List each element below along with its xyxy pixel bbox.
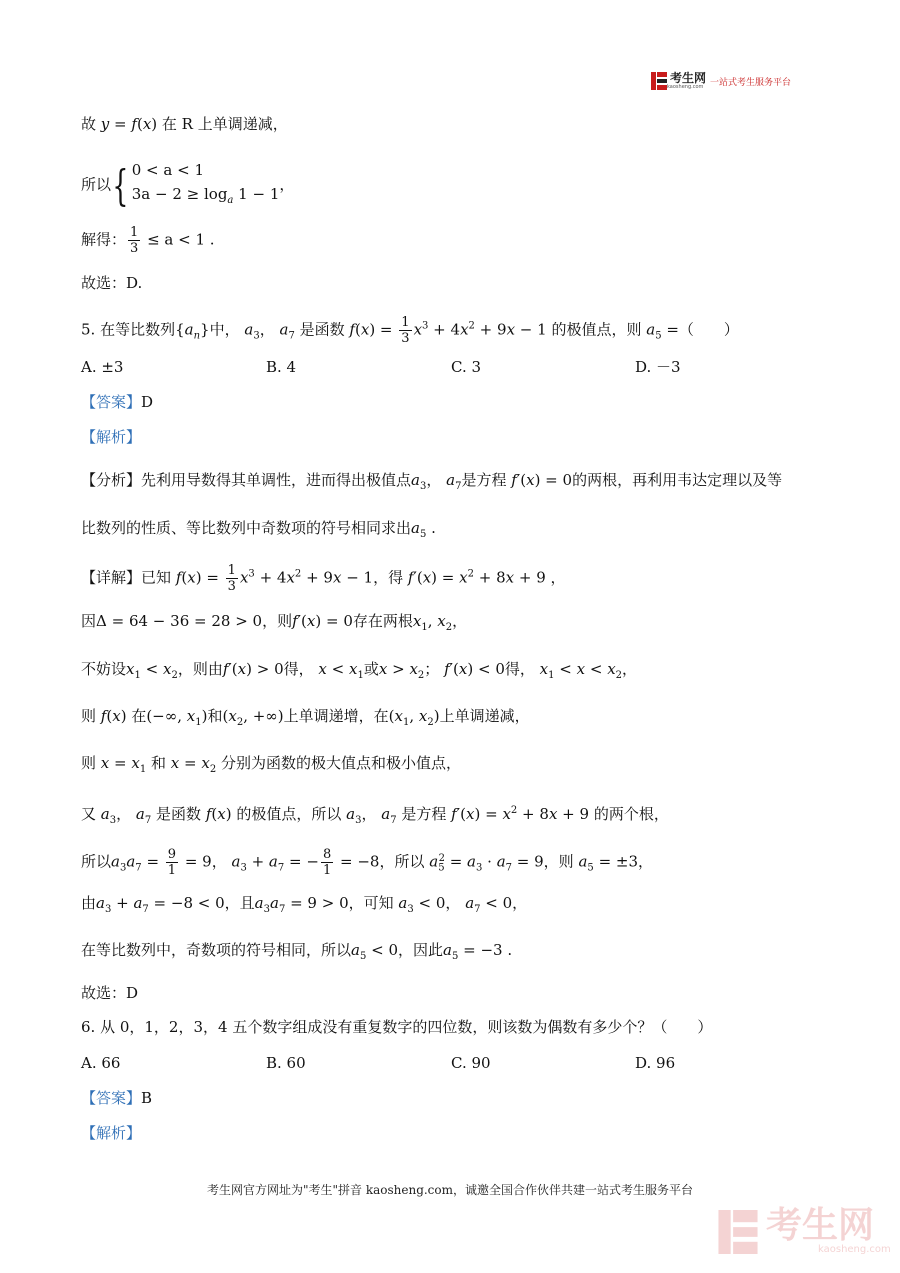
q5-detail-line-9: 在等比数列中，奇数项的符号相同，所以$a_5 < 0$，因此$a_5 = -3$ . (81, 941, 513, 962)
q5-option-a: A. ±3 (81, 358, 124, 376)
logo-url: kaosheng.com (667, 84, 704, 90)
header-logo (651, 72, 791, 90)
q5-detail-line-3: 不妨设$x_1 < x_2$，则由f′(x) > 0得， $x < x_1$或$x > x_2$； f′(x) < 0得， $x_1 < x < x_2$， (81, 660, 638, 681)
q5-detail-line-8: 由$a_3 + a_7 = -8 < 0$，且$a_3a_7 = 9 > 0$，可知 $a_3 < 0$， $a_7 < 0$， (81, 894, 528, 915)
q5-stem: 5. 在等比数列$\{a_n\}$中， $a_3$， $a_7$ 是函数 f(x) = $\frac{1}{3}$ $x^3 + 4x^2 + 9x - 1$ 的极值点，则 $a_5$ =（ ） (81, 315, 739, 346)
q5-option-b: B. 4 (266, 358, 297, 376)
q5-analysis-tag: 【解析】 (81, 428, 142, 446)
prev-line-2: 所以{ 0 < a < 1 $3a - 2 \ge \log_a 1 - 1$ ， (81, 160, 295, 210)
q5-option-d: D. －3 (635, 358, 681, 376)
q6-stem: 6. 从 0，1，2，3，4 五个数字组成没有重复数字的四位数，则该数为偶数有多少个？（ ） (81, 1018, 713, 1036)
watermark-text: 考生网 (766, 1205, 875, 1246)
q5-detail-line-6: 又 $a_3$， $a_7$ 是函数 f(x) 的极值点，所以 $a_3$， $a_7$ 是方程 $f'(x) = x^2 + 8x + 9$ 的两个根， (81, 805, 669, 826)
header-slogan: 一站式考生服务平台 (710, 77, 792, 88)
prev-line-4: 故选：D. (81, 274, 143, 292)
logo-text: 考生网 (670, 71, 707, 85)
q5-answer: 【答案】D (81, 393, 154, 411)
kaosheng-logo-icon (651, 72, 667, 90)
q5-detail-line-7: 所以$a_3a_7$ = $\frac{9}{1}$ = 9， $a_3 + a_7$ = − $\frac{8}{1}$ = −8，所以 $a_5^2 = a_3 \cdot a_7 = 9$，则 $a_5 = \pm 3$， (81, 847, 654, 878)
q6-option-c: C. 90 (451, 1054, 491, 1072)
watermark-logo-icon (718, 1210, 758, 1254)
q5-detail-line-2: 因Δ = 64 − 36 = 28 > 0，则f′(x) = 0存在两根$x_1$, $x_2$， (81, 612, 468, 633)
q5-option-c: C. 3 (451, 358, 482, 376)
q6-analysis-tag: 【解析】 (81, 1124, 142, 1142)
q5-detail-line-5: 则 $x = x_1$ 和 $x = x_2$ 分别为函数的极大值点和极小值点， (81, 754, 462, 775)
q6-option-b: B. 60 (266, 1054, 306, 1072)
page-footer: 考生网官方网址为"考生"拼音 kaosheng.com，诚邀全国合作伙伴共建一站式考生服务平台 (206, 1183, 694, 1197)
q6-answer: 【答案】B (81, 1089, 153, 1107)
watermark (718, 1205, 891, 1255)
q5-final: 故选：D (81, 984, 139, 1002)
prev-line-3: 解得： $\frac{1}{3}$ ≤ a < 1 . (81, 225, 215, 256)
q5-fenxi-line-2: 比数列的性质、等比数列中奇数项的符号相同求出$a_5$ . (81, 519, 436, 540)
q6-option-a: A. 66 (81, 1054, 121, 1072)
watermark-url: kaosheng.com (818, 1244, 891, 1255)
q5-fenxi-line-1: 【分析】先利用导数得其单调性，进而得出极值点$a_3$， $a_7$是方程 f′(x) = 0的两根，再利用韦达定理以及等 (81, 471, 783, 492)
q5-detail-line-1: 【详解】已知 f(x) = $\frac{1}{3}$ $x^3 + 4x^2 + 9x - 1$，得 $f'(x) = x^2 + 8x + 9$ ， (81, 563, 566, 594)
q5-detail-line-4: 则 f(x) 在(−∞, $x_1$)和($x_2$, +∞)上单调递增，在($x_1$, $x_2$)上单调递减， (81, 707, 530, 728)
q6-option-d: D. 96 (635, 1054, 676, 1072)
prev-line-1: 故 y = f(x) 在 R 上单调递减， (81, 115, 288, 133)
